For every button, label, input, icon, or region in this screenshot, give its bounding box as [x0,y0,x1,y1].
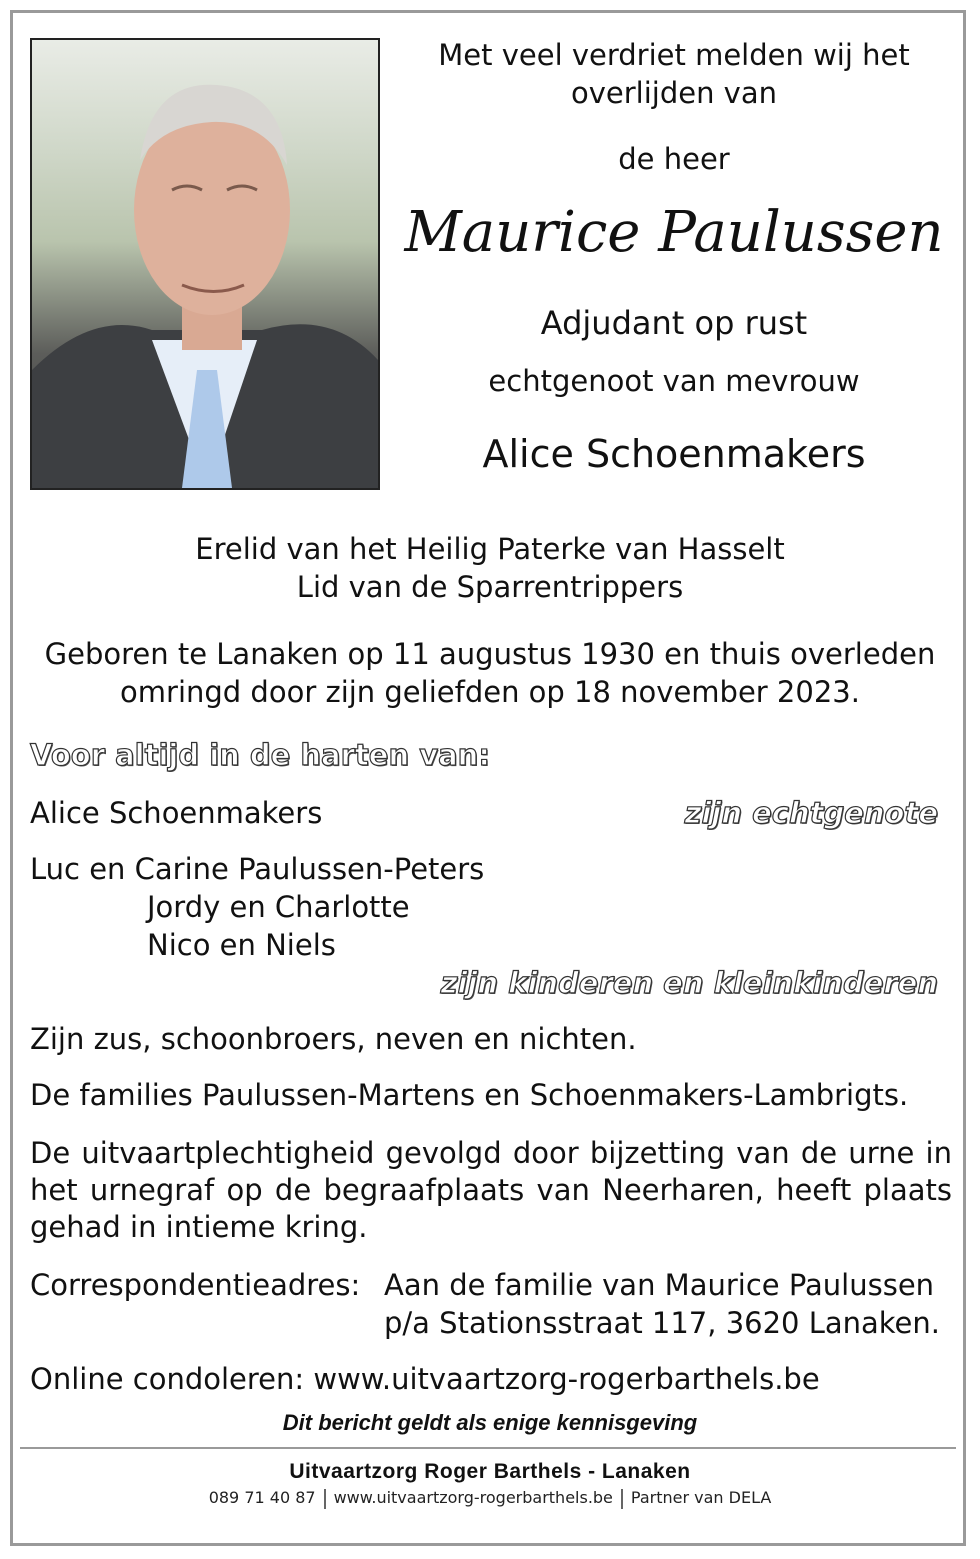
membership-line: Lid van de Sparrentrippers [296,570,684,604]
mourner-children: Luc en Carine Paulussen-Peters [30,852,485,886]
spouse-name: Alice Schoenmakers [482,432,866,476]
deceased-name: Maurice Paulussen [404,200,944,265]
online-condolence: Online condoleren: www.uitvaartzorg-rogerbarthels.be [30,1362,820,1396]
separator-bar [621,1489,623,1509]
grandchildren-line: Jordy en Charlotte [147,890,410,924]
correspondence-line: p/a Stationsstraat 117, 3620 Lanaken. [384,1306,940,1340]
honorific: de heer [618,142,730,176]
correspondence-label: Correspondentieadres: [30,1268,361,1302]
divider [20,1447,956,1449]
birth-death [20,635,960,711]
memberships [20,530,960,606]
footer-website[interactable]: www.uitvaartzorg-rogerbarthels.be [333,1488,613,1507]
spouse-label: echtgenoot van mevrouw [488,364,860,398]
separator-bar [324,1489,326,1509]
spouse-role: zijn echtgenote [684,796,938,830]
portrait-illustration [32,40,378,488]
families-line: De families Paulussen-Martens en Schoenmakers-Lambrigts. [30,1078,909,1112]
siblings-line: Zijn zus, schoonbroers, neven en nichten. [30,1022,637,1056]
rank: Adjudant op rust [540,304,808,342]
mourner-spouse: Alice Schoenmakers [30,796,323,830]
ceremony-text: De uitvaartplechtigheid gevolgd door bijzetting van de urne in het urnegraf op de begraafplaats van Neerharen, heeft plaats gehad in intieme kring. [30,1136,952,1244]
grandchildren-line: Nico en Niels [147,928,336,962]
footer-partner: Partner van DELA [630,1488,772,1507]
correspondence-line: Aan de familie van Maurice Paulussen [384,1268,935,1302]
portrait-photo [30,38,380,490]
intro-text: Met veel verdriet melden wij het overlijden van [438,38,910,110]
funeral-company: Uitvaartzorg Roger Barthels - Lanaken [289,1460,691,1483]
mourners-heading: Voor altijd in de harten van: [30,738,490,772]
children-role: zijn kinderen en kleinkinderen [440,966,938,1000]
membership-line: Erelid van het Heilig Paterke van Hasselt [195,532,785,566]
footer-contact [20,1488,960,1509]
footer-phone: 089 71 40 87 [208,1488,316,1507]
birth-death-line: omringd door zijn geliefden op 18 november 2023. [120,675,860,709]
notice: Dit bericht geldt als enige kennisgeving [282,1410,698,1435]
birth-death-line: Geboren te Lanaken op 11 augustus 1930 en thuis overleden [44,637,936,671]
